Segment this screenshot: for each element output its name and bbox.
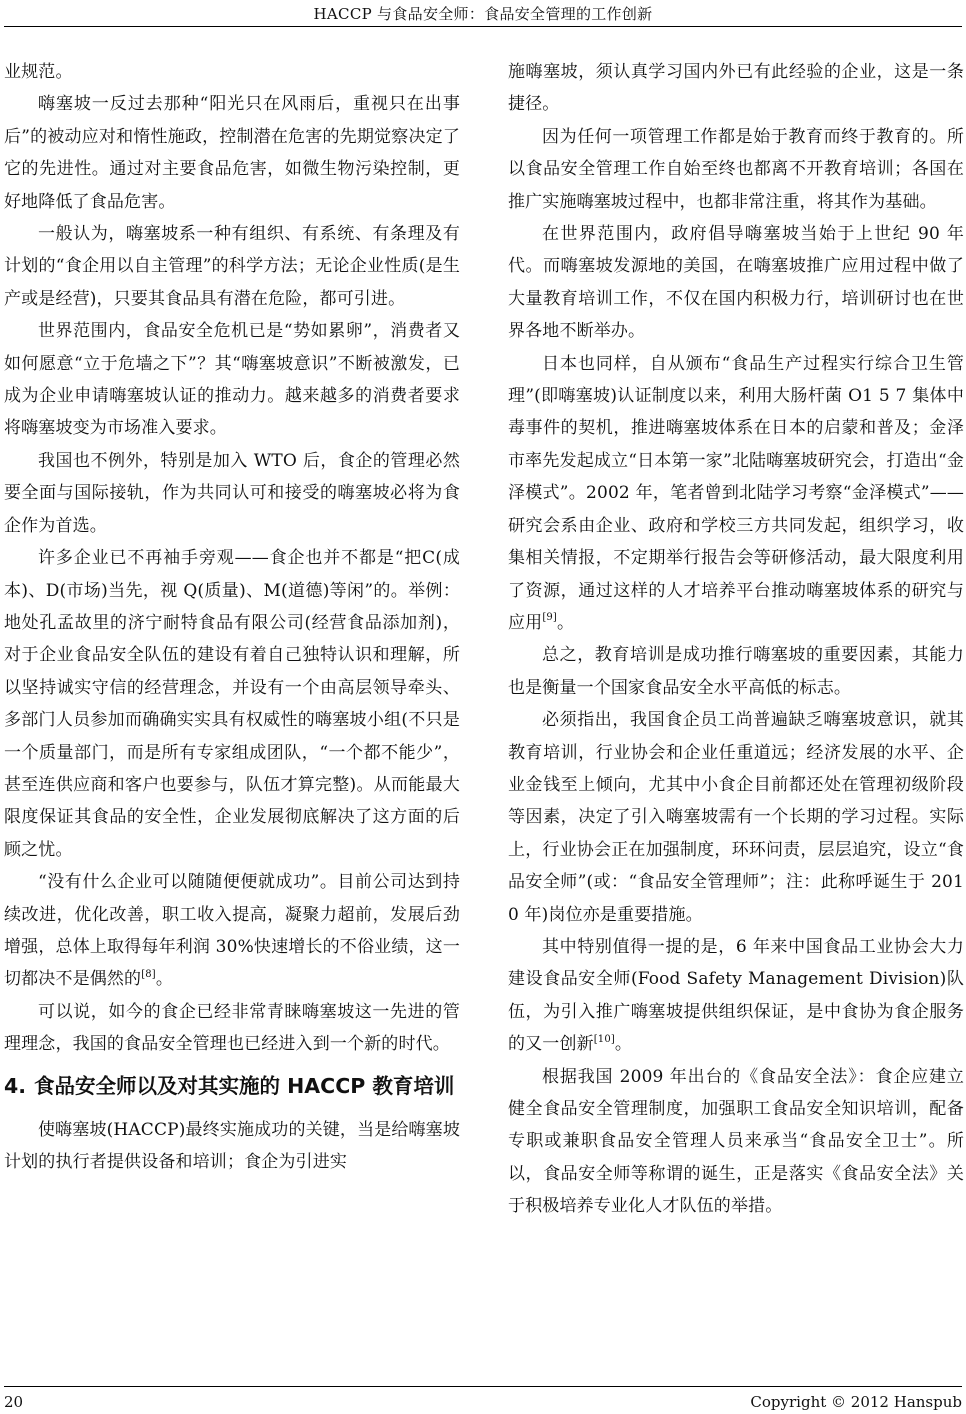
paragraph: 嗨塞坡一反过去那种“阳光只在风雨后，重视只在出事后”的被动应对和惰性施政，控制潜在危害的先期觉察决定了它的先进性。通过对主要食品危害，如微生物污染控制，更好地降低了食品危害。 (4, 94, 460, 212)
citation-ref[interactable]: [9] (542, 612, 557, 624)
section-heading (4, 1070, 460, 1102)
paragraph: 许多企业已不再袖手旁观——食企也并不都是“把C(成本)、D(市场)当先，视 Q(质量)、M(道德)等闲”的。举例：地处孔孟故里的济宁耐特食品有限公司(经营食品添加剂)，对于企业食品安全队伍的建设有着自己独特认识和理解，所以坚持诚实守信的经营理念，并设有一个由高层领导牵头、多部门人员参加而确确实实具有权威性的嗨塞坡小组(不只是一个质量部门，而是所有专家组成团队，“一个都不能少”，甚至连供应商和客户也要参与，队伍才算完整)。从而能最大限度保证其食品的安全性，企业发展彻底解决了这方面的后顾之忧。 (4, 548, 460, 860)
citation-ref[interactable]: [8] (141, 968, 156, 980)
paragraph: 根据我国 2009 年出台的《食品安全法》：食企应建立健全食品安全管理制度，加强职工食品安全知识培训，配备专职或兼职食品安全管理人员来承当“食品安全卫士”。所以，食品安全师等称谓的诞生，正是落实《食品安全法》关于积极培养专业化人才队伍的举措。 (508, 1066, 964, 1217)
paragraph (508, 931, 964, 1061)
running-header: HACCP 与食品安全师：食品安全管理的工作创新 (313, 5, 653, 23)
page-number: 20 (4, 1393, 24, 1411)
paragraph: 我国也不例外，特别是加入 WTO 后，食企的管理必然要全面与国际接轨，作为共同认可和接受的嗨塞坡必将为食企作为首选。 (4, 450, 460, 536)
paragraph-text: 日本也同样，自从颁布“食品生产过程实行综合卫生管理”(即嗨塞坡)认证制度以来，利用大肠杆菌 O1 5 7 集体中毒事件的契机，推进嗨塞坡体系在日本的启蒙和普及；金泽市率先发起成立“日本第一家”北陆嗨塞坡研究会，打造出“金泽模式”。2002 年，笔者曾到北陆学习考察“金泽模式”——研究会系由企业、政府和学校三方共同发起，组织学习，收集相关情报，不定期举行报告会等研修活动，最大限度利用了资源，通过这样的人才培养平台推动嗨塞坡体系的研究与应用 (508, 353, 964, 633)
right-column (508, 56, 964, 1223)
header-rule (4, 26, 962, 27)
paragraph-end: 。 (614, 1034, 633, 1055)
paragraph (508, 348, 964, 640)
paragraph: 在世界范围内，政府倡导嗨塞坡当始于上世纪 90 年代。而嗨塞坡发源地的美国，在嗨塞坡推广应用过程中做了大量教育培训工作，不仅在国内积极力行，培训研讨也在世界各地不断举办。 (508, 224, 964, 342)
paragraph: 总之，教育培训是成功推行嗨塞坡的重要因素，其能力也是衡量一个国家食品安全水平高低的标志。 (508, 645, 964, 698)
paragraph: 施嗨塞坡，须认真学习国内外已有此经验的企业，这是一条捷径。 (508, 62, 964, 115)
copyright-notice: Copyright © 2012 Hanspub (750, 1393, 962, 1411)
paragraph-text: “没有什么企业可以随随便便就成功”。目前公司达到持续改进，优化改善，职工收入提高，凝聚力超前，发展后劲增强，总体上取得每年利润 30%快速增长的不俗业绩，这一切都决不是偶然的 (4, 872, 460, 990)
left-column (4, 56, 460, 1178)
paragraph: 必须指出，我国食企员工尚普遍缺乏嗨塞坡意识，就其教育培训，行业协会和企业任重道远；经济发展的水平、企业金钱至上倾向，尤其中小食企目前都还处在管理初级阶段等因素，决定了引入嗨塞坡需有一个长期的学习过程。实际上，行业协会正在加强制度，环环问责，层层追究，设立“食品安全师”(或：“食品安全管理师”；注：此称呼诞生于 2010 年)岗位亦是重要措施。 (508, 710, 964, 925)
paragraph (4, 866, 460, 996)
section-number: 4. (4, 1073, 27, 1098)
footer-rule (4, 1386, 962, 1387)
paragraph: 业规范。 (4, 62, 73, 82)
paragraph: 可以说，如今的食企已经非常青睐嗨塞坡这一先进的管理理念，我国的食品安全管理也已经进入到一个新的时代。 (4, 1001, 460, 1055)
section-title: 食品安全师以及对其实施的 HACCP 教育培训 (34, 1073, 455, 1098)
paragraph: 因为任何一项管理工作都是始于教育而终于教育的。所以食品安全管理工作自始至终也都离不开教育培训；各国在推广实施嗨塞坡过程中，也都非常注重，将其作为基础。 (508, 126, 964, 212)
paragraph: 使嗨塞坡(HACCP)最终实施成功的关键，当是给嗨塞坡计划的执行者提供设备和培训；食企为引进实 (4, 1119, 460, 1172)
citation-ref[interactable]: [10] (593, 1033, 615, 1045)
paragraph-end: 。 (556, 612, 575, 633)
paragraph-text: 其中特别值得一提的是，6 年来中国食品工业协会大力建设食品安全师(Food Safety Management Division)队伍，为引入推广嗨塞坡提供组织保证，是中食协为食企服务的又一创新 (508, 936, 964, 1055)
paragraph-end: 。 (155, 969, 173, 990)
paragraph: 一般认为，嗨塞坡系一种有组织、有系统、有条理及有计划的“食企用以自主管理”的科学方法；无论企业性质(是生产或是经营)，只要其食品具有潜在危险，都可引进。 (4, 224, 460, 309)
paragraph: 世界范围内，食品安全危机已是“势如累卵”，消费者又如何愿意“立于危墙之下”？其“嗨塞坡意识”不断被激发，已成为企业申请嗨塞坡认证的推动力。越来越多的消费者要求将嗨塞坡变为市场准入要求。 (4, 321, 460, 439)
